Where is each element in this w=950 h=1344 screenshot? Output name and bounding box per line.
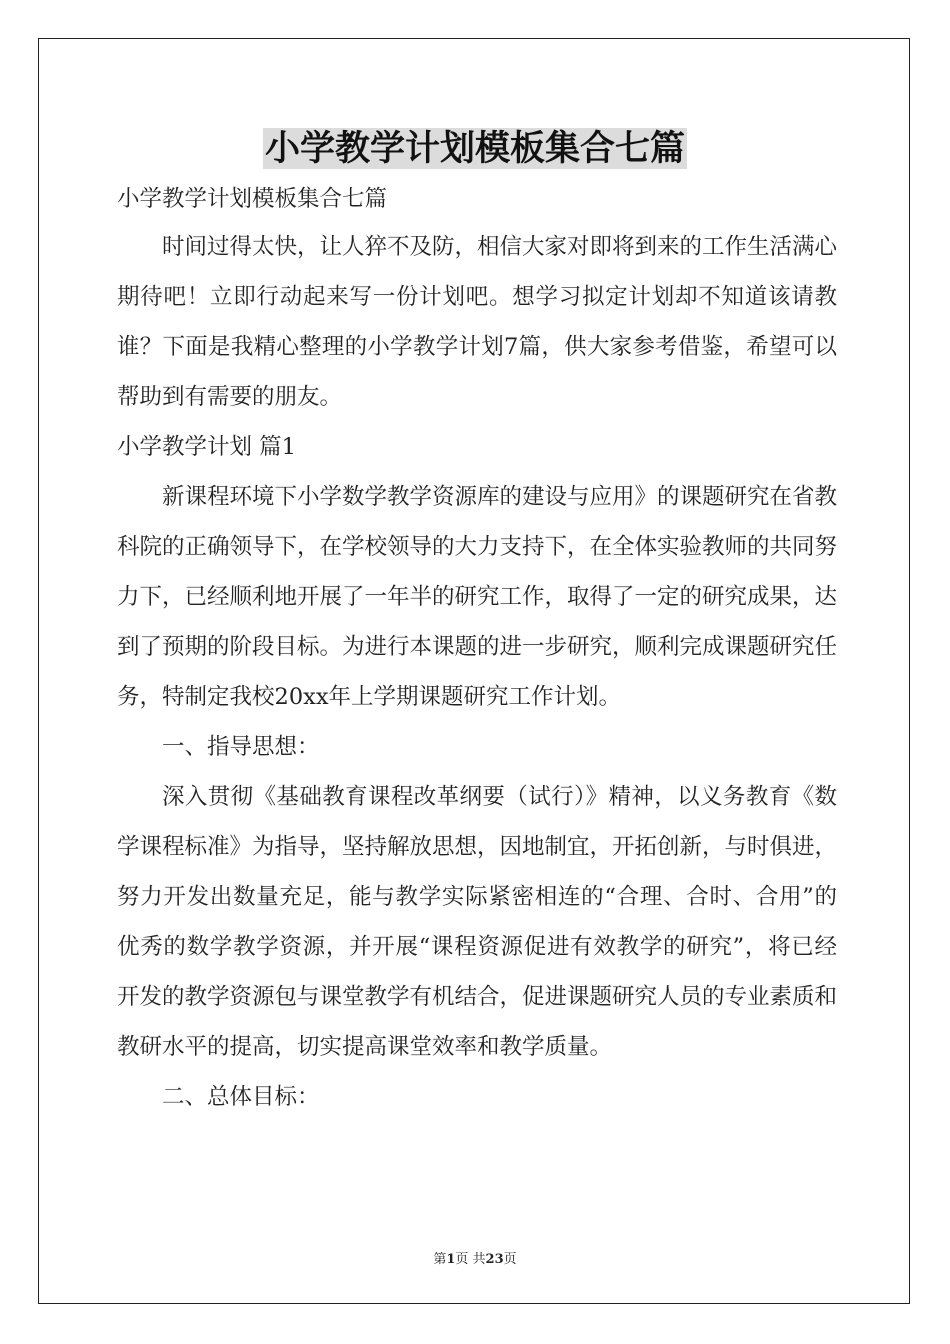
footer-prefix: 第: [433, 1252, 447, 1267]
footer-suffix: 页: [503, 1252, 517, 1267]
intro-paragraph: 时间过得太快，让人猝不及防，相信大家对即将到来的工作生活满心期待吧！立即行动起来写一份计划吧。想学习拟定计划却不知道该请教谁？下面是我精心整理的小学教学计划7篇，供大家参考借鉴，希望可以帮助到有需要的朋友。: [117, 234, 838, 410]
document-body: [117, 176, 837, 1122]
document-title: [0, 126, 950, 172]
page-footer: [0, 1248, 950, 1267]
document-title-text: 小学教学计划模板集合七篇: [264, 128, 685, 169]
heading-overall-goal: 二、总体目标：: [162, 1084, 320, 1110]
heading-guiding-ideology: 一、指导思想：: [162, 734, 320, 760]
footer-mid: 页 共: [455, 1252, 486, 1267]
footer-total-pages: 23: [485, 1252, 504, 1267]
section-heading: 小学教学计划 篇1: [117, 434, 296, 460]
footer-page-number: 1: [446, 1252, 456, 1267]
section-paragraph: 新课程环境下小学数学教学资源库的建设与应用》的课题研究在省教科院的正确领导下，在学校领导的大力支持下，在全体实验教师的共同努力下，已经顺利地开展了一年半的研究工作，取得了一定的研究成果，达到了预期的阶段目标。为进行本课题的进一步研究，顺利完成课题研究任务，特制定我校20xx年上学期课题研究工作计划。: [117, 484, 838, 710]
guiding-ideology-paragraph: 深入贯彻《基础教育课程改革纲要（试行）》精神，以义务教育《数学课程标准》为指导，坚持解放思想，因地制宜，开拓创新，与时俱进，努力开发出数量充足，能与教学实际紧密相连的“合理、合时、合用”的优秀的数学教学资源，并开展“课程资源促进有效教学的研究”，将已经开发的教学资源包与课堂教学有机结合，促进课题研究人员的专业素质和教研水平的提高，切实提高课堂效率和教学质量。: [117, 784, 838, 1060]
document-subtitle: 小学教学计划模板集合七篇: [117, 186, 388, 212]
